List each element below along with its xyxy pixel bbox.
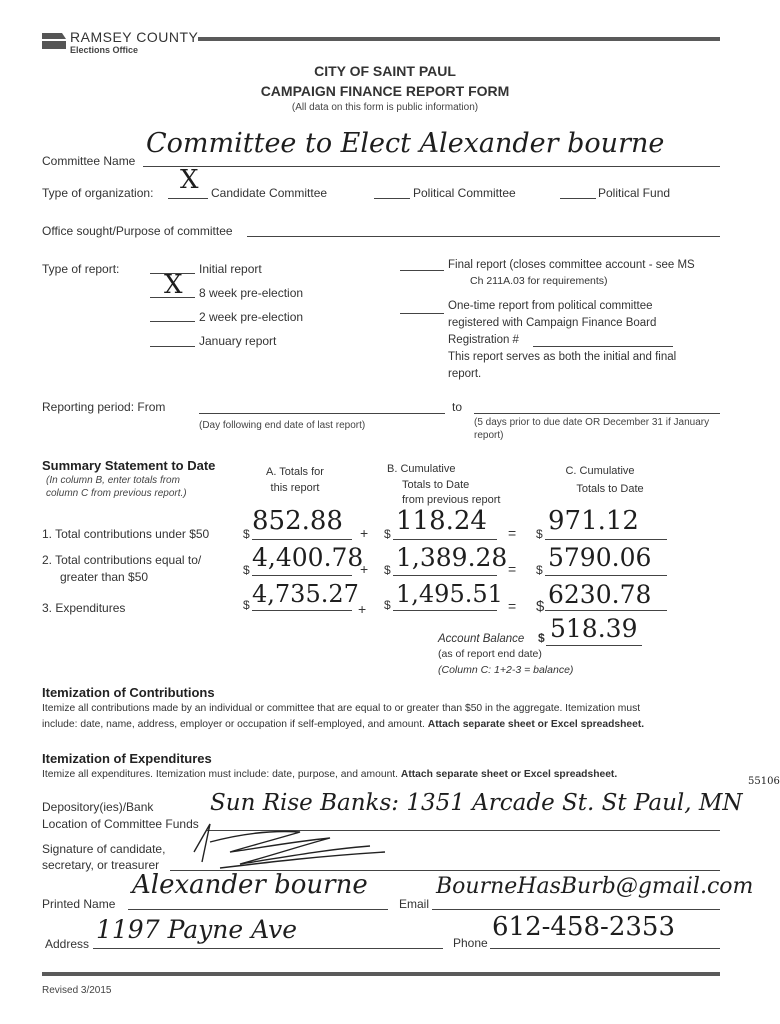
col-c-header-1: C. Cumulative xyxy=(565,465,635,477)
summary-note-1: (In column B, enter totals from xyxy=(46,475,180,486)
org-type-candidate-mark[interactable]: X xyxy=(180,165,199,195)
two-week-label: 2 week pre-election xyxy=(199,310,304,324)
depository-label-1: Depository(ies)/Bank xyxy=(42,800,154,814)
col-a-header-2: this report xyxy=(270,482,320,494)
final-report-text-1: Final report (closes committee account - see MS xyxy=(448,259,695,271)
final-report-line xyxy=(400,270,444,271)
committee-name-label: Committee Name xyxy=(42,154,136,168)
address-line xyxy=(93,948,443,949)
row1-label: 1. Total contributions under $50 xyxy=(42,527,210,541)
balance-value[interactable]: 518.39 xyxy=(550,614,638,643)
balance-note-2: (Column C: 1+2-3 = balance) xyxy=(438,664,574,676)
row1-a-value[interactable]: 852.88 xyxy=(252,506,343,536)
printed-name-value[interactable]: Alexander bourne xyxy=(132,870,368,900)
row1-plus: + xyxy=(360,525,369,541)
org-type-label: Type of organization: xyxy=(42,186,154,200)
row2-a-value[interactable]: 4,400.78 xyxy=(252,543,364,572)
itemization-exp-title: Itemization of Expenditures xyxy=(42,751,212,766)
itemization-contrib-title: Itemization of Contributions xyxy=(42,685,215,700)
printed-name-line xyxy=(128,909,388,910)
row2-equals: = xyxy=(508,561,517,577)
row2-label-2: greater than $50 xyxy=(60,570,149,584)
row1-c-value[interactable]: 971.12 xyxy=(548,506,639,536)
period-label: Reporting period: From xyxy=(42,400,166,414)
period-from-note: (Day following end date of last report) xyxy=(199,420,366,431)
balance-label: Account Balance xyxy=(438,633,525,645)
row3-equals: = xyxy=(508,598,517,614)
col-c-header-2: Totals to Date xyxy=(576,483,644,495)
row3-c-currency: $ xyxy=(536,598,545,615)
row3-a-line xyxy=(252,610,352,611)
row2-c-value[interactable]: 5790.06 xyxy=(548,543,652,572)
depository-value[interactable]: Sun Rise Banks: 1351 Arcade St. St Paul, MN xyxy=(210,790,743,816)
footer-rule xyxy=(42,972,720,976)
row2-label-1: 2. Total contributions equal to/ xyxy=(42,553,202,567)
january-label: January report xyxy=(199,334,277,348)
row3-c-value[interactable]: 6230.78 xyxy=(548,580,652,609)
row2-plus: + xyxy=(360,561,369,577)
row2-a-line xyxy=(252,575,352,576)
balance-line xyxy=(546,645,642,646)
period-to-note-1: (5 days prior to due date OR December 31 if January xyxy=(474,417,710,428)
email-value[interactable]: BourneHasBurb@gmail.com xyxy=(436,874,754,899)
row2-b-line xyxy=(393,575,497,576)
row2-c-line xyxy=(545,575,667,576)
initial-report-label: Initial report xyxy=(199,262,262,276)
row1-equals: = xyxy=(508,525,517,541)
org-type-political-line xyxy=(374,198,410,199)
period-to-line xyxy=(474,413,720,414)
address-value[interactable]: 1197 Payne Ave xyxy=(96,915,298,944)
depository-zip-note: 55106 xyxy=(748,776,780,787)
org-type-fund-label: Political Fund xyxy=(598,186,671,200)
signature-label-1: Signature of candidate, xyxy=(42,842,166,856)
itemization-contrib-text-1: Itemize all contributions made by an individual or committee that are equal to or greater than $50 in the aggregate. Itemization must xyxy=(42,703,641,714)
printed-name-label: Printed Name xyxy=(42,897,116,911)
row2-b-value[interactable]: 1,389.28 xyxy=(396,543,508,572)
phone-value[interactable]: 612-458-2353 xyxy=(492,912,675,942)
org-name: RAMSEY COUNTY xyxy=(70,29,199,45)
itemization-exp-text xyxy=(42,769,617,780)
header-rule xyxy=(198,37,720,41)
period-to-label: to xyxy=(452,400,463,414)
itemization-contrib-text-2 xyxy=(42,719,644,730)
org-type-candidate-line xyxy=(168,198,208,199)
onetime-text-2: registered with Campaign Finance Board xyxy=(448,317,657,329)
row3-b-currency: $ xyxy=(384,598,391,612)
depository-label-2: Location of Committee Funds xyxy=(42,817,199,831)
office-label: Office sought/Purpose of committee xyxy=(42,224,233,238)
phone-line xyxy=(490,948,720,949)
row1-b-value[interactable]: 118.24 xyxy=(396,506,487,536)
itemization-exp-bold: Attach separate sheet or Excel spreadsheet. xyxy=(400,769,618,780)
eight-week-label: 8 week pre-election xyxy=(199,286,304,300)
final-report-text-2: Ch 211A.03 for requirements) xyxy=(470,275,608,287)
org-sub: Elections Office xyxy=(70,45,139,55)
onetime-text-1: One-time report from political committee xyxy=(448,300,653,312)
col-b-header-3: from previous report xyxy=(402,494,501,506)
row1-c-line xyxy=(545,539,667,540)
row3-c-line xyxy=(545,610,667,611)
january-line xyxy=(150,346,195,347)
period-from-line xyxy=(199,413,445,414)
email-label: Email xyxy=(399,897,430,911)
row3-b-value[interactable]: 1,495.51 xyxy=(396,580,503,608)
period-to-note-2: report) xyxy=(474,430,504,441)
onetime-text-3: Registration # xyxy=(448,334,519,346)
subtitle: (All data on this form is public information) xyxy=(291,102,479,113)
email-line xyxy=(432,909,720,910)
row2-c-currency: $ xyxy=(536,563,543,577)
summary-title: Summary Statement to Date xyxy=(42,458,216,473)
col-b-header-2: Totals to Date xyxy=(402,479,470,491)
signature-scribble[interactable] xyxy=(180,812,390,874)
title-form: CAMPAIGN FINANCE REPORT FORM xyxy=(260,83,510,99)
onetime-text-4: This report serves as both the initial and final xyxy=(448,351,677,363)
revised-note: Revised 3/2015 xyxy=(42,985,112,996)
itemization-exp-text-main: Itemize all expenditures. Itemization must include: date, purpose, and amount. xyxy=(42,769,399,780)
ramsey-logo-icon xyxy=(42,31,66,51)
itemization-contrib-text-2-main: include: date, name, address, employer or occupation if self-employed, and amount. xyxy=(42,719,425,730)
onetime-text-5: report. xyxy=(448,368,482,380)
committee-name-value[interactable]: Committee to Elect Alexander bourne xyxy=(146,128,665,159)
address-label: Address xyxy=(45,937,90,951)
row2-b-currency: $ xyxy=(384,563,391,577)
itemization-contrib-bold: Attach separate sheet or Excel spreadsheet. xyxy=(427,719,645,730)
row1-a-currency: $ xyxy=(243,527,250,541)
summary-note-2: column C from previous report.) xyxy=(46,488,187,499)
org-type-political-label: Political Committee xyxy=(413,186,516,200)
committee-name-line xyxy=(143,166,720,167)
row1-b-line xyxy=(393,539,497,540)
two-week-line xyxy=(150,321,195,322)
ramsey-logo xyxy=(42,31,66,51)
org-type-candidate-label: Candidate Committee xyxy=(211,186,328,200)
phone-label: Phone xyxy=(453,936,488,950)
col-b-header-1: B. Cumulative xyxy=(387,463,456,475)
registration-line xyxy=(533,346,673,347)
org-type-fund-line xyxy=(560,198,596,199)
row3-plus: + xyxy=(358,601,367,617)
title-city: CITY OF SAINT PAUL xyxy=(314,63,456,79)
row3-a-currency: $ xyxy=(243,598,250,612)
balance-note-1: (as of report end date) xyxy=(438,648,542,660)
balance-currency: $ xyxy=(538,631,545,645)
col-a-header-1: A. Totals for xyxy=(266,466,324,478)
row3-b-line xyxy=(393,610,497,611)
eight-week-mark[interactable]: X xyxy=(164,270,183,300)
onetime-report-line xyxy=(400,313,444,314)
row2-a-currency: $ xyxy=(243,563,250,577)
row1-a-line xyxy=(252,539,352,540)
signature-scribble-svg xyxy=(180,812,390,874)
signature-label-2: secretary, or treasurer xyxy=(42,858,160,872)
row1-c-currency: $ xyxy=(536,527,543,541)
office-line xyxy=(247,236,720,237)
row1-b-currency: $ xyxy=(384,527,391,541)
row3-label: 3. Expenditures xyxy=(42,601,126,615)
row3-a-value[interactable]: 4,735.27 xyxy=(252,580,359,608)
report-type-label: Type of report: xyxy=(42,262,120,276)
